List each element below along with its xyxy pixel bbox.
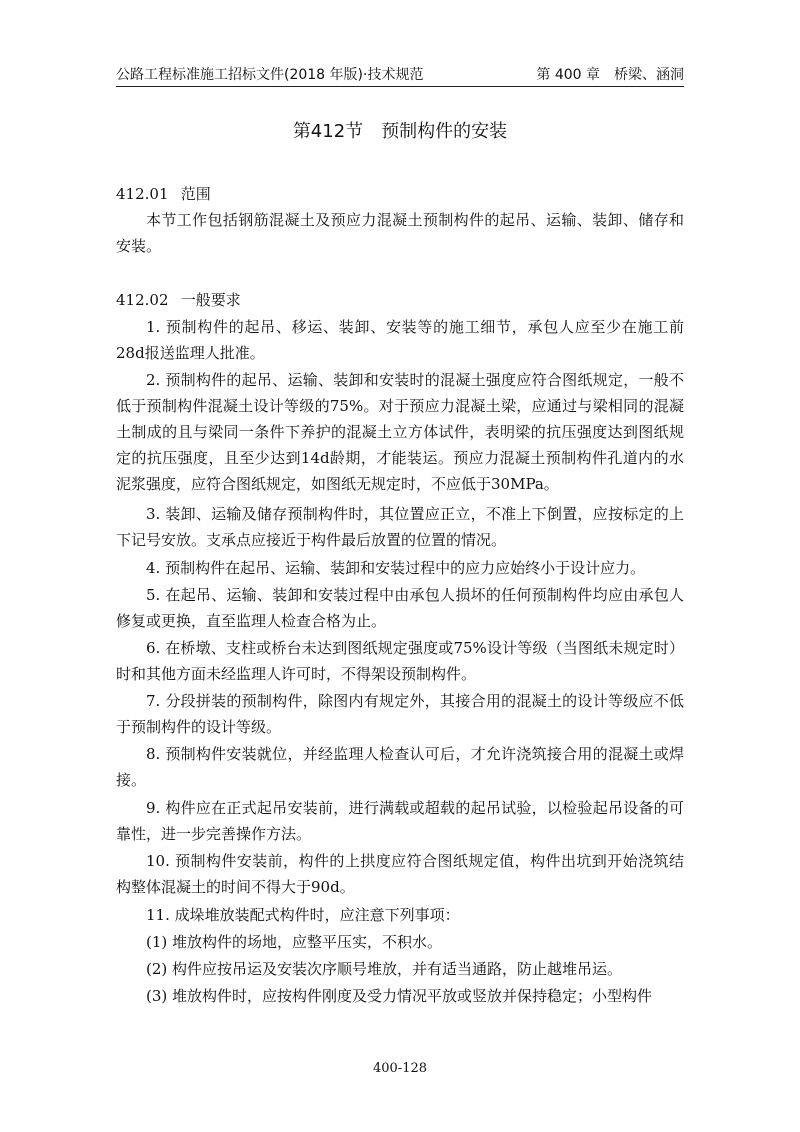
list-item-2: (2) 构件应按吊运及安装次序顺号堆放，并有适当通路，防止越堆吊运。 [146,960,623,978]
paragraph-item-8: 8. 预制构件安装就位，并经监理人检查认可后，才允许浇筑接合用的混凝土或焊接。 [116,745,684,789]
section-heading-text: 一般要求 [180,291,241,309]
running-header [116,64,684,86]
paragraph-item-6: 6. 在桥墩、支柱或桥台未达到图纸规定强度或75%设计等级（当图纸未规定时）时和其他方面未经监理人许可时，不得架设预制构件。 [116,639,684,683]
paragraph-scope: 本节工作包括钢筋混凝土及预应力混凝土预制构件的起吊、运输、装卸、储存和安装。 [116,211,684,255]
header-document-title: 公路工程标准施工招标文件(2018 年版)·技术规范 [116,67,424,83]
list-item-1: (1) 堆放构件的场地，应整平压实，不积水。 [146,933,443,951]
section-title: 第412节 预制构件的安装 [292,121,508,142]
list-item-3: (3) 堆放构件时，应按构件刚度及受力情况平放或竖放并保持稳定；小型构件 [146,987,653,1005]
paragraph-item-10: 10. 预制构件安装前，构件的上拱度应符合图纸规定值，构件出坑到开始浇筑结构整体混凝土的时间不得大于90d。 [116,852,684,896]
section-heading-text: 范围 [180,185,211,203]
paragraph-item-3: 3. 装卸、运输及储存预制构件时，其位置应正立，不准上下倒置，应按标定的上下记号安放。支承点应接近于构件最后放置的位置的情况。 [116,505,684,549]
header-chapter: 第 400 章 桥梁、涵洞 [536,67,684,83]
header-rule [116,86,684,87]
paragraph-item-4: 4. 预制构件在起吊、运输、装卸和安装过程中的应力应始终小于设计应力。 [146,559,646,577]
paragraph-item-1: 1. 预制构件的起吊、移运、装卸、安装等的施工细节，承包人应至少在施工前28d报送监理人批准。 [116,318,684,362]
section-heading-41202 [116,289,241,310]
paragraph-item-2: 2. 预制构件的起吊、运输、装卸和安装时的混凝土强度应符合图纸规定，一般不低于预制构件混凝土设计等级的75%。对于预应力混凝土梁，应通过与梁相同的混凝土制成的且与梁同一条件下养护的混凝土立方体试件，表明梁的抗压强度达到图纸规定的抗压强度，且至少达到14d龄期，才能装运。预应力混凝土预制构件孔道内的水泥浆强度，应符合图纸规定，如图纸无规定时，不应低于30MPa。 [116,371,684,493]
paragraph-item-11: 11. 成垛堆放装配式构件时，应注意下列事项： [146,906,460,924]
section-number: 412.01 [116,185,169,203]
paragraph-item-5: 5. 在起吊、运输、装卸和安装过程中由承包人损坏的任何预制构件均应由承包人修复或更换，直至监理人检查合格为止。 [116,586,684,630]
paragraph-item-9: 9. 构件应在正式起吊安装前，进行满载或超载的起吊试验，以检验起吊设备的可靠性，进一步完善操作方法。 [116,799,684,843]
section-heading-41201 [116,183,211,204]
paragraph-item-7: 7. 分段拼装的预制构件，除图内有规定外，其接合用的混凝土的设计等级应不低于预制构件的设计等级。 [116,692,684,736]
section-number: 412.02 [116,291,169,309]
page-number: 400-128 [372,1061,428,1076]
